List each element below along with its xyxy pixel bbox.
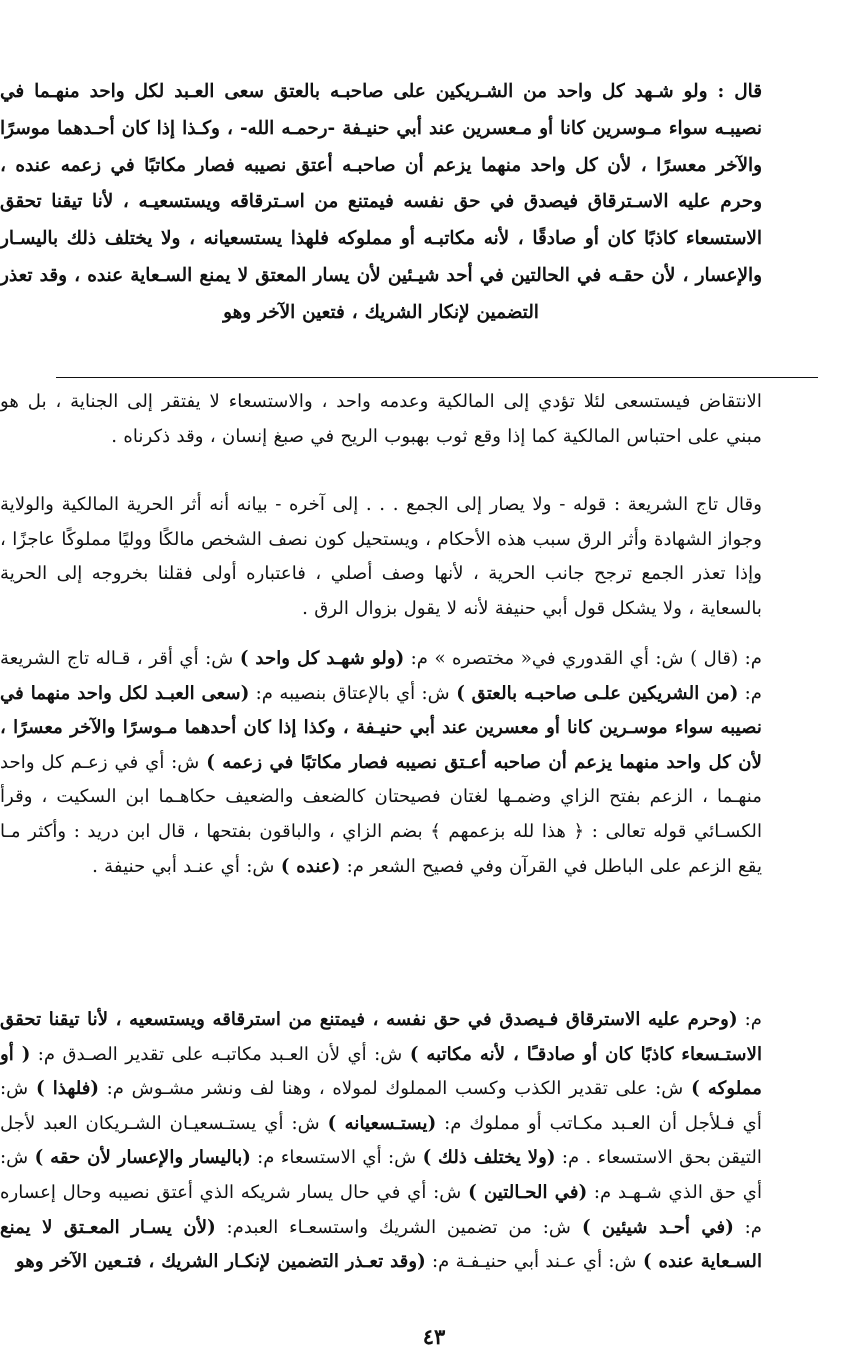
quoted-matn: (في الحـالتين ) [468, 1181, 588, 1203]
quoted-matn: (في أحـد شيئين ) [581, 1216, 734, 1238]
plain-text: ش: أي حق الذي شـهـد م: [0, 1147, 762, 1203]
quoted-matn: (عنده ) [280, 855, 341, 877]
commentary-paragraph-4 [0, 1003, 762, 1280]
commentary-paragraph-1: الانتقاض فيستسعى لئلا تؤدي إلى المالكية وعدمه واحد ، والاستسعاء لا يفتقر إلى الجناية ، بل هو مبني على احتباس المالكية كما إذا وقع ثوب بهبوب الريح في صبغ إنسان ، وقد ذكرناه . [0, 391, 762, 447]
quoted-matn: (وحرم عليه الاسترقاق فـيصدق في حق نفسه ، فيمتنع من استرقاقه ويستسعيه ، لأنا تيقنا تحقق الاستـسعاء كاذبًا كان أو صادقـًا ، لأنه مكاتبه ) [0, 1009, 762, 1065]
commentary-paragraph-2: وقال تاج الشريعة : قوله - ولا يصار إلى الجمع . . . إلى آخره - بيانه أنه أثر الحرية المالكية والولاية وجواز الشهادة وأثر الرق سبب هذه الأحكام ، ويستحيل كون نصف الشخص مالكًا ووليًا مملوكًا عاجزًا ، وإذا تعذر الجمع ترجح جانب الحرية ، لأنها وصف أصلي ، فاعتباره أولى فقلنا بخروجه إلى الحرية بالسعاية ، ولا يشكل قول أبي حنيفة لأنه لا يقول بزوال الرق . [0, 494, 762, 619]
quoted-matn: (فلهذا ) [35, 1078, 100, 1100]
plain-text: ش: أي فـلأجل أن العـبد مكـاتب أو مملوك م: [0, 1078, 762, 1134]
quoted-matn: ( أو مملوكه ) [0, 1043, 762, 1100]
page-number: ٤٣ [422, 1324, 446, 1349]
plain-text: ش: أي بالإعتاق بنصيبه م: [249, 682, 457, 704]
quoted-matn: (ولا يختلف ذلك ) [422, 1147, 556, 1169]
plain-text: ش: من تضمين الشريك واستسعـاء العبدم: [215, 1216, 582, 1238]
plain-text: ش: أي عـند أبي حنيـفـة م: [425, 1251, 644, 1273]
plain-text: ش: أي يستـسعيـان الشـريكان العبد لأجل التيقن بحق الاستسعاء . م: [0, 1112, 762, 1169]
plain-text: ش: أي في زعـم كل واحد منهـما ، الزعم بفتح الزاي وضمـها لغتان فصيحتان كالضعف والضعيف حكاهـما ابن السكيت ، وقرأ الكسـائي قوله تعالى : ﴿ هذا لله بزعمهم ﴾ بضم الزاي ، والباقون بفتحها ، قال ابن دريد : وأكثر مـا يقع الزعم على الباطل في القرآن وفي فصيح الشعر م: [0, 751, 762, 877]
quoted-matn: (لأن يسـار المعـتق لا يمنع السـعاية عنده ) [0, 1216, 762, 1273]
matn-text: قال : ولو شـهد كل واحد من الشـريكين على صاحبـه بالعتق سعى العـبد لكل واحد منهـما في نصيبـه سواء مـوسرين كانا أو مـعسرين عند أبي حنيـفة -رحمـه الله- ، وكـذا إذا كان أحـدهما موسرًا والآخر معسرًا ، لأن كل واحد منهما يزعم أن صاحبـه أعتق نصيبه فصار مكاتبًا في زعمه عنده ، وحرم عليه الاسـترقاق فيصدق في حق نفسه فيمتنع من اسـترقاقه ويستسعيـه ، لأنا تيقنا تحقق الاستسعاء كاذبًا كان أو صادقًا ، لأنه مكاتبـه أو مملوكه فلهذا يستسعيانه ، ولا يختلف ذلك باليسـار والإعسار ، لأن حقـه في الحالتين في أحد شيـئين لأن يسار المعتق لا يمنع السـعاية عنده ، وقد تعذر التضمين لإنكار الشريك ، فتعين الآخر وهو [0, 81, 762, 323]
quoted-matn: (باليسار والإعسار لأن حقه ) [34, 1147, 251, 1169]
plain-text: ش: أي لأن العـبد مكاتبـه على تقدير الصـدق م: [30, 1043, 410, 1065]
plain-text: ش: أي الاستسعاء م: [250, 1147, 423, 1169]
quoted-matn: (يستـسعيانه ) [327, 1112, 437, 1134]
plain-text: ش: على تقدير الكذب وكسب المملوك لمولاه ، وهنا لف ونشر مشـوش م: [99, 1078, 692, 1100]
plain-text: ش: أي في حال يسار شريكه الذي أعتق نصيبه وحال إعساره م: [0, 1181, 763, 1238]
plain-text: م: (قال ) ش: أي القدوري في« مختصره » م: [404, 648, 762, 669]
plain-text: ش: أي أقر ، قـاله تاج الشريعة م: [0, 648, 763, 704]
quoted-matn: (ولو شهـد كل واحد ) [239, 648, 405, 669]
commentary-paragraph-3 [0, 642, 762, 884]
quoted-matn: (من الشريكين علـى صاحبـه بالعتق ) [456, 682, 739, 704]
quoted-matn: (سعى العبـد لكل واحد منهما في نصيبه سواء موسـرين كانا أو معسرين عند أبي حنيـفة ، وكذا إذا كان أحدهما مـوسرًا والآخر معسرًا ، لأن كل واحد منهما يزعم أن صاحبه أعـتق نصيبه فصار مكاتبًا في زعمه ) [0, 682, 762, 773]
plain-text: م: [737, 1009, 762, 1030]
quoted-matn: (وقد تعـذر التضمين لإنكـار الشريك ، فتـعين الآخر وهو [15, 1251, 426, 1273]
footnote-divider [56, 377, 818, 378]
plain-text: ش: أي عنـد أبي حنيفة . [92, 855, 281, 877]
